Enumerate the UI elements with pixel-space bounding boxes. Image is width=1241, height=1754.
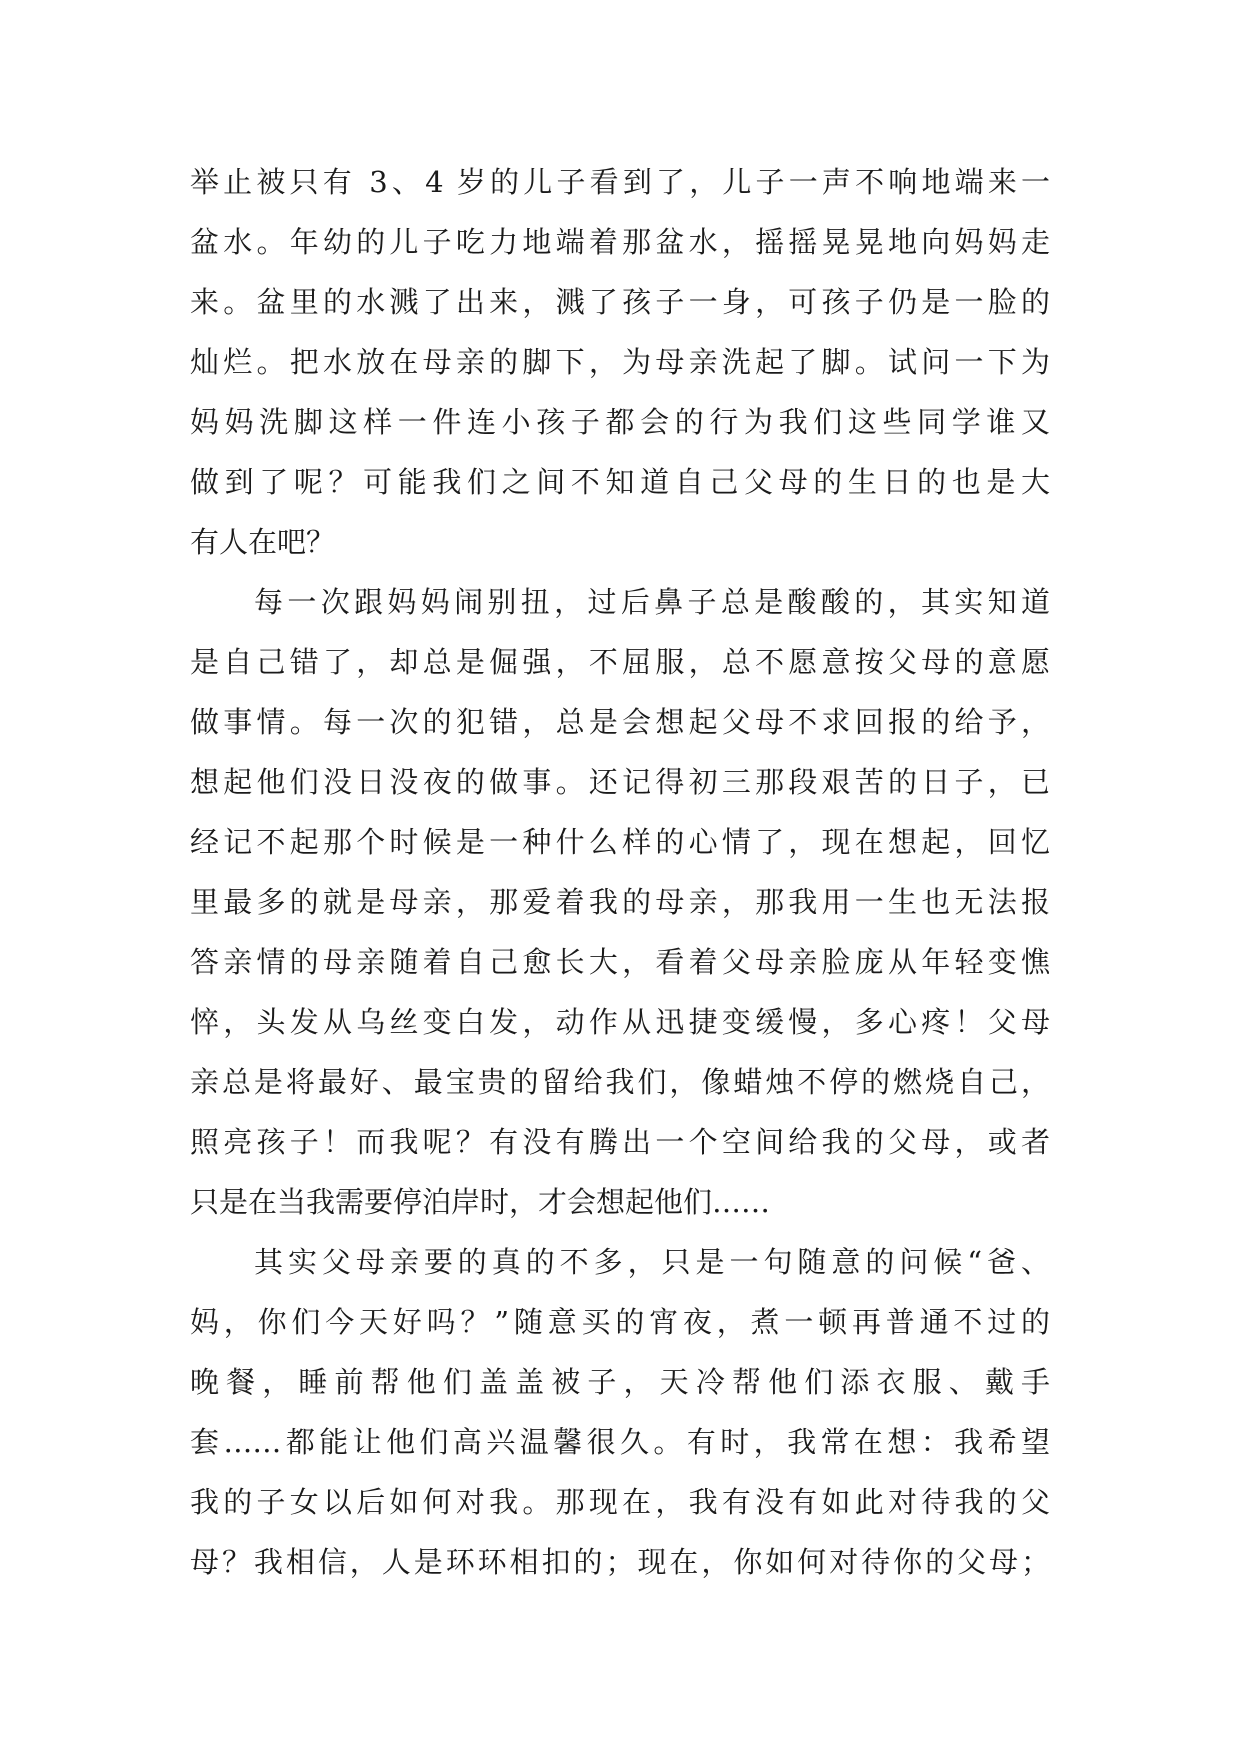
text-line: 举止被只有 3、4 岁的儿子看到了，儿子一声不响地端来一 — [190, 165, 1050, 199]
text-line: 是自己错了，却总是倔强，不屈服，总不愿意按父母的意愿 — [190, 645, 1050, 679]
text-line: 做事情。每一次的犯错，总是会想起父母不求回报的给予， — [190, 705, 1050, 739]
text-line: 盆水。年幼的儿子吃力地端着那盆水，摇摇晃晃地向妈妈走 — [190, 225, 1050, 259]
text-line: 来。盆里的水溅了出来，溅了孩子一身，可孩子仍是一脸的 — [190, 285, 1050, 319]
paragraph-first-line: 其实父母亲要的真的不多，只是一句随意的问候“爸、 — [254, 1245, 1050, 1279]
body-text — [190, 152, 1050, 1592]
text-line: 母？我相信，人是环环相扣的；现在，你如何对待你的父母； — [190, 1545, 1050, 1579]
text-line: 里最多的就是母亲，那爱着我的母亲，那我用一生也无法报 — [190, 885, 1050, 919]
text-line: 想起他们没日没夜的做事。还记得初三那段艰苦的日子，已 — [190, 765, 1050, 799]
text-line: 妈，你们今天好吗？”随意买的宵夜，煮一顿再普通不过的 — [190, 1305, 1050, 1339]
text-line: 有人在吧？ — [190, 525, 336, 559]
text-line: 经记不起那个时候是一种什么样的心情了，现在想起，回忆 — [190, 825, 1050, 859]
paragraph-first-line: 每一次跟妈妈闹别扭，过后鼻子总是酸酸的，其实知道 — [254, 585, 1050, 619]
text-line: 灿烂。把水放在母亲的脚下，为母亲洗起了脚。试问一下为 — [190, 345, 1050, 379]
text-line: 照亮孩子！而我呢？有没有腾出一个空间给我的父母，或者 — [190, 1125, 1050, 1159]
text-line: 我的子女以后如何对我。那现在，我有没有如此对待我的父 — [190, 1485, 1050, 1519]
text-line: 只是在当我需要停泊岸时，才会想起他们…… — [190, 1185, 771, 1219]
text-line: 妈妈洗脚这样一件连小孩子都会的行为我们这些同学谁又 — [190, 405, 1050, 439]
text-line: 套……都能让他们高兴温馨很久。有时，我常在想：我希望 — [190, 1425, 1050, 1459]
text-line: 做到了呢？可能我们之间不知道自己父母的生日的也是大 — [190, 465, 1050, 499]
text-line: 晚餐，睡前帮他们盖盖被子，天冷帮他们添衣服、戴手 — [190, 1365, 1050, 1399]
text-line: 悴，头发从乌丝变白发，动作从迅捷变缓慢，多心疼！父母 — [190, 1005, 1050, 1039]
text-line: 亲总是将最好、最宝贵的留给我们，像蜡烛不停的燃烧自己， — [190, 1065, 1050, 1099]
text-line: 答亲情的母亲随着自己愈长大，看着父母亲脸庞从年轻变憔 — [190, 945, 1050, 979]
